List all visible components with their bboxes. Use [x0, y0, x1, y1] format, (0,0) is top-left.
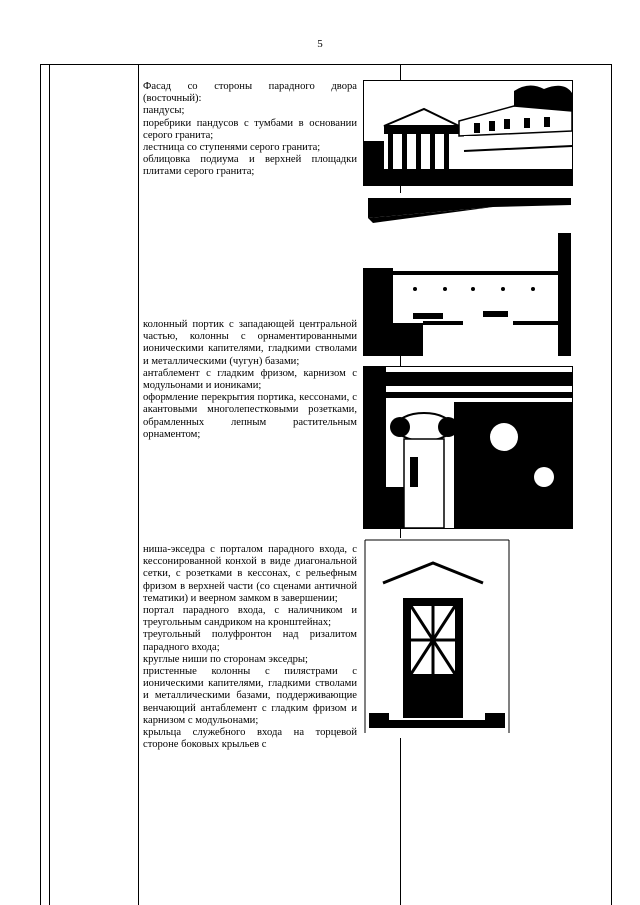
item-wall-columns: пристенные колонны с пилястрами с ионическими капителями, гладкими стволами и металлическими базами, поддерживающие венчающий антаблемент с гладким фризом и карнизом с модульонами; [143, 666, 357, 726]
item-entablature: антаблемент с гладким фризом, карнизом с модульонами и иониками; [143, 367, 357, 392]
ionic-capital-photo [363, 366, 573, 529]
table-border-right [611, 64, 612, 905]
entrance-portal-photo [363, 538, 511, 738]
item-ceiling: оформление перекрытия портика, кессонами, с акантовыми многолепестковыми розетками, обрамленных лепным растительным орнаментом; [143, 392, 357, 440]
item-ramp-curbs: поребрики пандусов с тумбами в основании серого гранита; [143, 117, 357, 141]
item-round-niches: круглые ниши по сторонам экседры; [143, 653, 308, 665]
facade-east-photo [363, 80, 573, 186]
item-half-pediment: треугольный полуфронтон над ризалитом парадного входа; [143, 629, 357, 653]
item-ramps: пандусы; [143, 105, 185, 117]
text-block-portico [143, 319, 357, 441]
text-block-entrance [143, 544, 357, 751]
item-exedra: ниша-экседра с порталом парадного входа, с кессонированной конхой в виде диагональной сетки, с розетками в кессонах, с рельефным фризом в верхней части (со сценами античной тематики) и веерном замком в завершении; [143, 544, 357, 604]
item-portal: портал парадного входа, с наличником и треугольным сандриком на кронштейнах; [143, 605, 357, 629]
text-block-facade [143, 81, 357, 179]
table-col-divider [138, 64, 139, 905]
table-border-left [40, 64, 41, 905]
table-top-border [40, 64, 612, 65]
item-podium-cladding: облицовка подиума и верхней площадки плитами серого гранита; [143, 154, 357, 178]
item-portico: колонный портик с западающей центральной частью, колонны с орнаментированными ионическими капителями, гладкими стволами и металлическими (чугун) базами; [143, 319, 357, 367]
item-service-porch: крыльца служебного входа на торцевой стороне боковых крыльев с [143, 727, 357, 751]
page-number: 5 [317, 38, 323, 50]
item-facade-title: Фасад со стороны парадного двора (восточный): [143, 81, 357, 105]
table-col-divider [49, 64, 50, 905]
portico-ceiling-photo [363, 193, 571, 356]
item-stairs: лестница со ступенями серого гранита; [143, 142, 321, 154]
